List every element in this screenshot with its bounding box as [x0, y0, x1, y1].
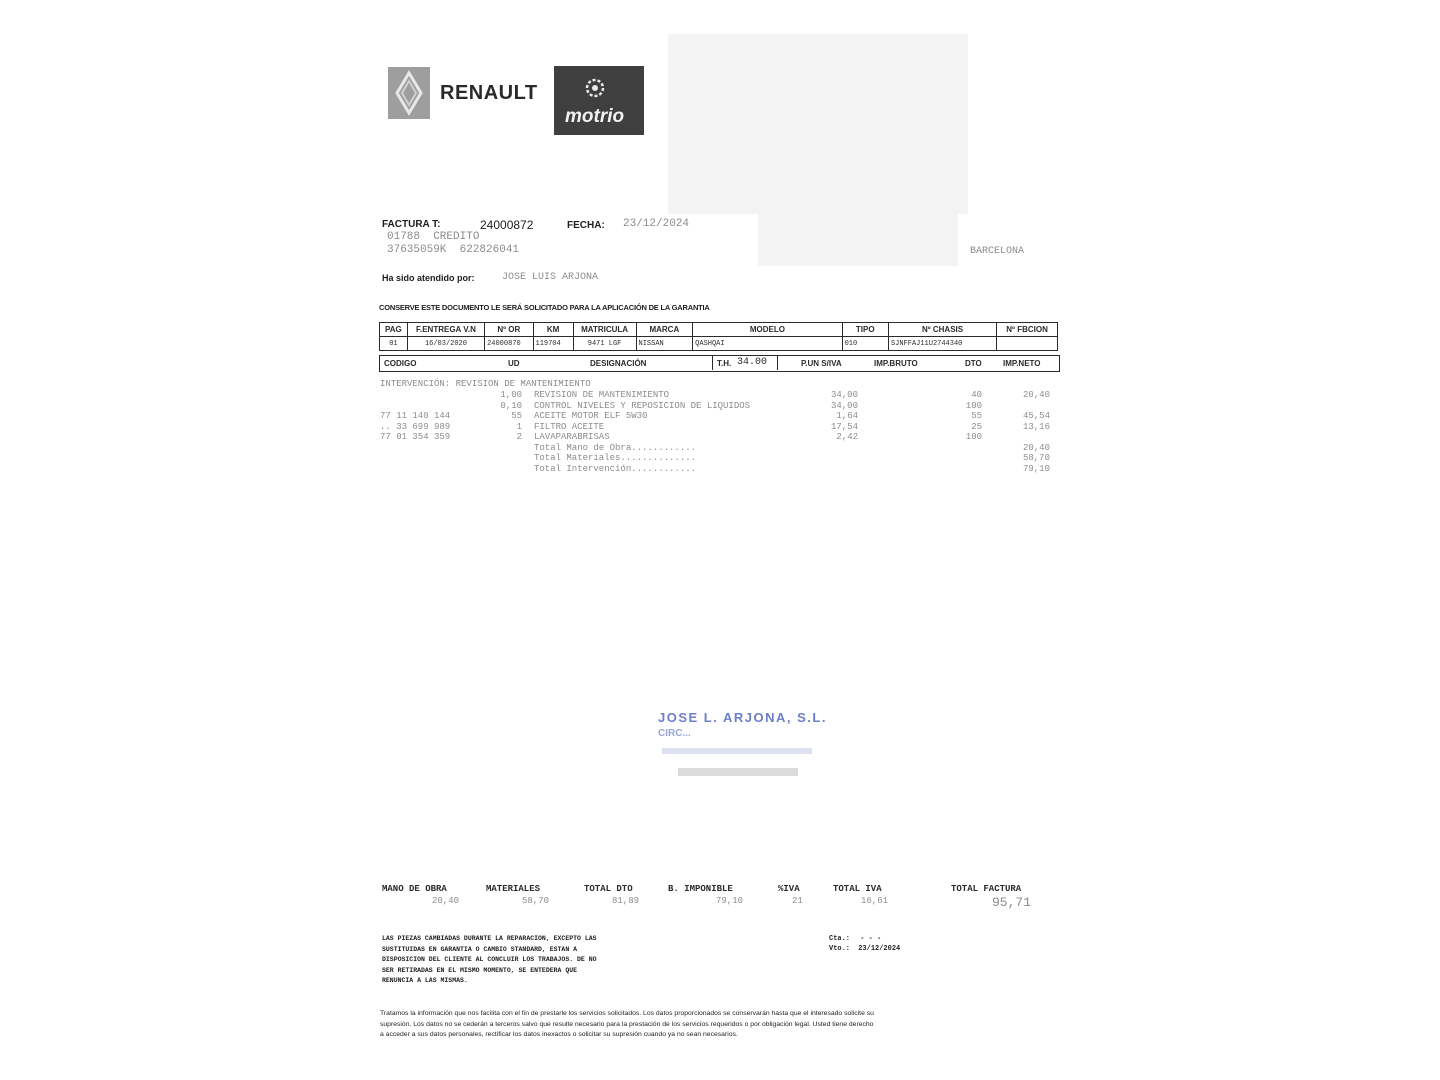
- total-label-factura: TOTAL FACTURA: [951, 884, 1022, 894]
- stamp-address: CIRC...: [658, 728, 691, 739]
- redacted-area-lower: [758, 214, 958, 266]
- parts-notice-line: SER RETIRADAS EN EL MISMO MOMENTO, SE ENTEDERA QUE: [382, 966, 578, 974]
- stamp-name: JOSE L. ARJONA, S.L.: [658, 710, 827, 725]
- subtotal-label: Total Materiales..............: [534, 453, 697, 463]
- val-fbcion: [997, 337, 1058, 351]
- payment-info: [829, 934, 900, 954]
- client-line2: 37635059K 622826041: [387, 244, 520, 256]
- line-item: [380, 401, 1058, 412]
- cta-value: - - -: [860, 935, 882, 943]
- total-label-mano-obra: MANO DE OBRA: [382, 884, 447, 894]
- hdr-pun: P.UN S/IVA: [801, 359, 842, 368]
- line-dto: 100: [965, 432, 982, 442]
- hdr-dto: DTO: [965, 359, 982, 368]
- total-label-b-imponible: B. IMPONIBLE: [668, 884, 733, 894]
- line-dto: 25: [971, 421, 982, 432]
- attended-value: JOSE LUIS ARJONA: [502, 272, 599, 283]
- subtotal-label: Total Intervención............: [534, 463, 697, 474]
- total-label-materiales: MATERIALES: [486, 884, 541, 894]
- line-dto: 55: [971, 411, 982, 421]
- col-marca: MARCA: [636, 323, 693, 337]
- val-nor: 24000870: [485, 337, 533, 351]
- vehicle-table: [379, 322, 1058, 351]
- val-matricula: 9471 LGF: [573, 337, 636, 351]
- line-item: [380, 390, 1058, 401]
- privacy-line: supresión. Los datos no se cederán a terceros salvo que resulte necesario para la prestación de los servicios requeridos o por obligación legal. Usted tiene derecho: [380, 1020, 874, 1028]
- col-pag: PAG: [380, 323, 408, 337]
- cta-label: Cta.:: [829, 935, 851, 943]
- subtotal-row: [380, 464, 1058, 475]
- line-pun: 34,00: [830, 390, 858, 400]
- subtotal-row: [380, 453, 1058, 464]
- line-ud: 2: [516, 432, 522, 442]
- line-pun: 2,42: [836, 432, 858, 442]
- client-line1: 01788 CREDITO: [387, 231, 480, 243]
- val-modelo: QASHQAI: [693, 337, 842, 351]
- line-item: [380, 411, 1058, 422]
- vehicle-table-value-row: [380, 337, 1058, 351]
- parts-notice-line: RENUNCIA A LAS MISMAS.: [382, 977, 468, 984]
- renault-logo-icon: [388, 67, 430, 119]
- total-dto: 81,89: [612, 896, 640, 906]
- col-modelo: MODELO: [693, 323, 842, 337]
- renault-brand-name: RENAULT: [440, 82, 538, 104]
- hdr-th-box: [712, 356, 778, 370]
- factura-label: FACTURA T:: [382, 219, 441, 230]
- line-designacion: ACEITE MOTOR ELF 5W30: [534, 411, 648, 421]
- fecha-label: FECHA:: [567, 220, 605, 231]
- line-designacion: FILTRO ACEITE: [534, 421, 605, 432]
- subtotal-label: Total Mano de Obra............: [534, 442, 697, 453]
- line-designacion: REVISION DE MANTENIMIENTO: [534, 390, 670, 400]
- line-pun: 34,00: [830, 400, 858, 411]
- total-b-imponible: 79,10: [716, 896, 744, 906]
- parts-notice: [382, 934, 702, 987]
- line-designacion: LAVAPARABRISAS: [534, 432, 610, 442]
- stamp-smudge: [678, 768, 798, 776]
- vto-label: Vto.:: [829, 945, 851, 953]
- val-tipo: 010: [842, 337, 888, 351]
- col-fentrega: F.ENTREGA V.N: [407, 323, 484, 337]
- total-factura: 95,71: [992, 895, 1032, 910]
- line-item: [380, 432, 1058, 443]
- line-pun: 1,64: [836, 411, 858, 421]
- subtotal-value: 58,70: [1022, 453, 1050, 463]
- subtotal-value: 79,10: [1022, 463, 1050, 474]
- total-iva-pct: 21: [792, 896, 803, 906]
- vto-row: [829, 944, 900, 954]
- line-codigo: 77 11 140 144: [380, 411, 451, 421]
- city: BARCELONA: [970, 246, 1025, 257]
- line-pun: 17,54: [830, 421, 858, 432]
- col-fbcion: Nº FBCION: [997, 323, 1058, 337]
- factura-number: 24000872: [480, 218, 534, 232]
- total-label-iva-pct: %IVA: [778, 884, 800, 894]
- val-fentrega: 16/03/2020: [407, 337, 484, 351]
- totals-block: [382, 882, 1062, 914]
- hdr-th-value: 34.00: [737, 357, 768, 368]
- line-ud: 1: [516, 421, 522, 432]
- motrio-brand-name: motrio: [565, 106, 625, 127]
- line-dto: 100: [965, 400, 982, 411]
- privacy-line: a acceder a sus datos personales, rectificar los datos inexactos o solicitar su supresión cuando ya no sean necesarios.: [380, 1031, 738, 1038]
- total-label-dto: TOTAL DTO: [584, 884, 633, 894]
- intervention-title: INTERVENCIÓN: REVISION DE MANTENIMIENTO: [380, 379, 591, 389]
- line-ud: 1,00: [500, 390, 522, 400]
- company-stamp: [656, 708, 868, 788]
- privacy-notice: [380, 1009, 1070, 1041]
- subtotal-row: [380, 443, 1058, 454]
- lines-header: [379, 355, 1060, 372]
- line-dto: 40: [971, 390, 982, 400]
- col-matricula: MATRICULA: [573, 323, 636, 337]
- attended-label: Ha sido atendido por:: [382, 273, 475, 283]
- warranty-notice: CONSERVE ESTE DOCUMENTO LE SERÁ SOLICITADO PARA LA APLICACIÓN DE LA GARANTIA: [379, 303, 710, 312]
- col-tipo: TIPO: [842, 323, 888, 337]
- total-iva: 16,61: [861, 896, 889, 906]
- vehicle-table-header-row: [380, 323, 1058, 337]
- total-label-iva: TOTAL IVA: [833, 884, 882, 894]
- line-neto: 20,40: [1022, 390, 1050, 400]
- col-chasis: Nº CHASIS: [888, 323, 996, 337]
- fecha-value: 23/12/2024: [623, 218, 690, 230]
- stamp-smudge: [662, 748, 812, 754]
- cta-row: [829, 934, 900, 944]
- hdr-codigo: CODIGO: [384, 359, 417, 368]
- hdr-imp-neto: IMP.NETO: [1003, 359, 1041, 368]
- line-ud: 0,10: [500, 400, 522, 411]
- hdr-imp-bruto: IMP.BRUTO: [874, 359, 918, 368]
- line-item: [380, 422, 1058, 433]
- subtotal-value: 20,40: [1022, 442, 1050, 453]
- hdr-designacion: DESIGNACIÓN: [590, 359, 647, 368]
- val-marca: NISSAN: [636, 337, 693, 351]
- parts-notice-line: SUSTITUIDAS EN GARANTIA O CAMBIO STANDARD, ESTAN A: [382, 945, 578, 953]
- val-pag: 01: [380, 337, 408, 351]
- line-items: [380, 390, 1058, 474]
- hdr-th-label: T.H.: [717, 359, 732, 368]
- hdr-ud: UD: [508, 359, 520, 368]
- col-nor: Nº OR: [485, 323, 533, 337]
- line-codigo: 77 01 354 359: [380, 432, 451, 442]
- line-designacion: CONTROL NIVELES Y REPOSICION DE LIQUIDOS: [534, 400, 751, 411]
- val-km: 119704: [533, 337, 573, 351]
- privacy-line: Tratamos la información que nos facilita con el fin de prestarle los servicios solicitados. Los datos proporcionados se conservarán hasta que el interesado solicite su: [380, 1010, 874, 1017]
- line-ud: 55: [511, 411, 522, 421]
- val-chasis: SJNFFAJ11U2744340: [888, 337, 996, 351]
- line-neto: 45,54: [1022, 411, 1050, 421]
- total-mano-obra: 20,40: [432, 896, 460, 906]
- parts-notice-line: DISPOSICION DEL CLIENTE AL CONCLUIR LOS TRABAJOS. DE NO: [382, 956, 597, 963]
- total-materiales: 58,70: [522, 896, 550, 906]
- line-neto: 13,16: [1022, 421, 1050, 432]
- redacted-area: [668, 34, 968, 214]
- parts-notice-line: LAS PIEZAS CAMBIADAS DURANTE LA REPARACION, EXCEPTO LAS: [382, 935, 597, 942]
- vto-value: 23/12/2024: [858, 945, 901, 953]
- line-codigo: .. 33 699 989: [380, 421, 451, 432]
- col-km: KM: [533, 323, 573, 337]
